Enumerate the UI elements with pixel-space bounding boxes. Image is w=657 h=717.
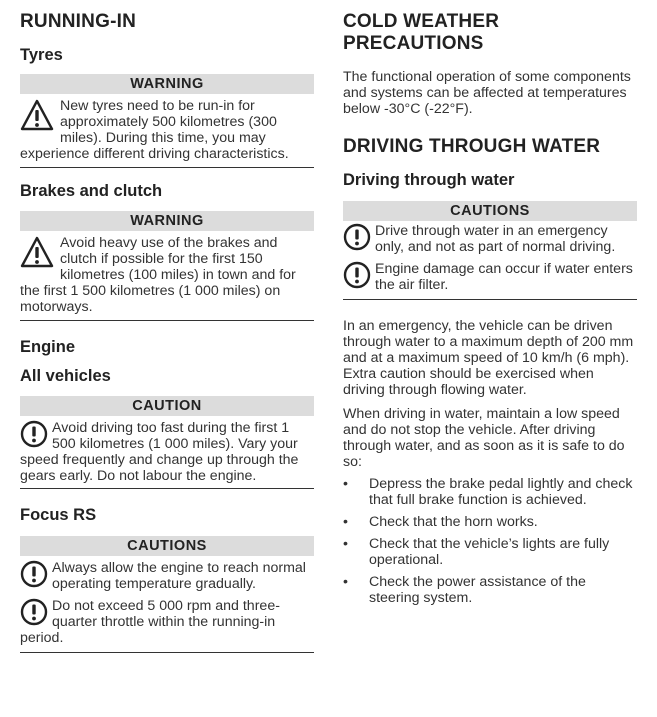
warning-label: WARNING	[20, 74, 314, 94]
warning-triangle-icon	[20, 98, 54, 134]
tyres-warning	[20, 74, 314, 168]
engine-caution-text: Avoid driving too fast during the first 1 500 kilometres (1 000 miles). Vary your speed frequently and change up through the gears early. Do not labour the engine.	[20, 420, 299, 484]
cautions-label: CAUTIONS	[20, 536, 314, 556]
caution-label: CAUTION	[20, 396, 314, 416]
caution-circle-icon	[343, 261, 371, 291]
brakes-heading: Brakes and clutch	[20, 182, 163, 200]
tyres-warning-text: New tyres need to be run-in for approximately 500 kilometres (300 miles). During this time, you may experience different driving characteristics.	[20, 98, 289, 162]
warning-label: WARNING	[20, 211, 314, 231]
all-vehicles-heading: All vehicles	[20, 367, 111, 385]
brakes-warning-text: Avoid heavy use of the brakes and clutch if possible for the first 150 kilometres (100 miles) in town and for the first 1 500 kilometres (1 000 miles) on motorways.	[20, 235, 296, 315]
caution-circle-icon	[20, 560, 48, 590]
water-paragraph-1: In an emergency, the vehicle can be driven through water to a maximum depth of 200 mm and at a maximum speed of 10 km/h (6 mph). Extra caution should be exercised when driving through flowing water.	[343, 318, 634, 398]
focus-rs-heading: Focus RS	[20, 506, 97, 524]
driving-through-water-title: DRIVING THROUGH WATER	[343, 136, 601, 157]
water-paragraph-2: When driving in water, maintain a low speed and do not stop the vehicle. After driving through water, and as soon as it is safe to do so:	[343, 406, 625, 470]
tyres-heading: Tyres	[20, 46, 63, 64]
right-column	[343, 0, 637, 606]
focus-caution-text: Do not exceed 5 000 rpm and three-quarter throttle within the running-in period.	[20, 598, 280, 646]
engine-caution	[20, 396, 314, 489]
bullet-glyph: •	[343, 574, 348, 590]
caution-circle-icon	[20, 420, 48, 450]
warning-triangle-icon	[20, 235, 54, 271]
list-item: • Check that the horn works.	[343, 514, 538, 530]
focus-rs-cautions	[20, 536, 314, 653]
list-item: • Check that the vehicle’s lights are fully operational.	[343, 536, 610, 568]
bullet-glyph: •	[343, 476, 348, 492]
brakes-warning	[20, 211, 314, 321]
list-item: • Check the power assistance of the steering system.	[343, 574, 586, 606]
running-in-title: RUNNING-IN	[20, 11, 136, 32]
driving-through-water-heading: Driving through water	[343, 171, 515, 189]
after-water-checklist	[343, 476, 637, 606]
water-caution-text: Engine damage can occur if water enters the air filter.	[375, 261, 633, 293]
focus-caution-text: Always allow the engine to reach normal operating temperature gradually.	[52, 560, 306, 592]
water-caution-text: Drive through water in an emergency only, and not as part of normal driving.	[375, 223, 616, 255]
list-item: • Depress the brake pedal lightly and check that full brake function is achieved.	[343, 476, 633, 508]
engine-heading: Engine	[20, 338, 76, 356]
bullet-glyph: •	[343, 536, 348, 552]
cautions-label: CAUTIONS	[343, 201, 637, 221]
cold-weather-text: The functional operation of some components and systems can be affected at temperatures below -30°C (-22°F).	[343, 69, 631, 117]
left-column	[20, 0, 314, 653]
caution-circle-icon	[343, 223, 371, 253]
caution-circle-icon	[20, 598, 48, 628]
cold-weather-title: COLD WEATHER PRECAUTIONS	[343, 11, 500, 54]
bullet-glyph: •	[343, 514, 348, 530]
water-cautions	[343, 201, 637, 300]
